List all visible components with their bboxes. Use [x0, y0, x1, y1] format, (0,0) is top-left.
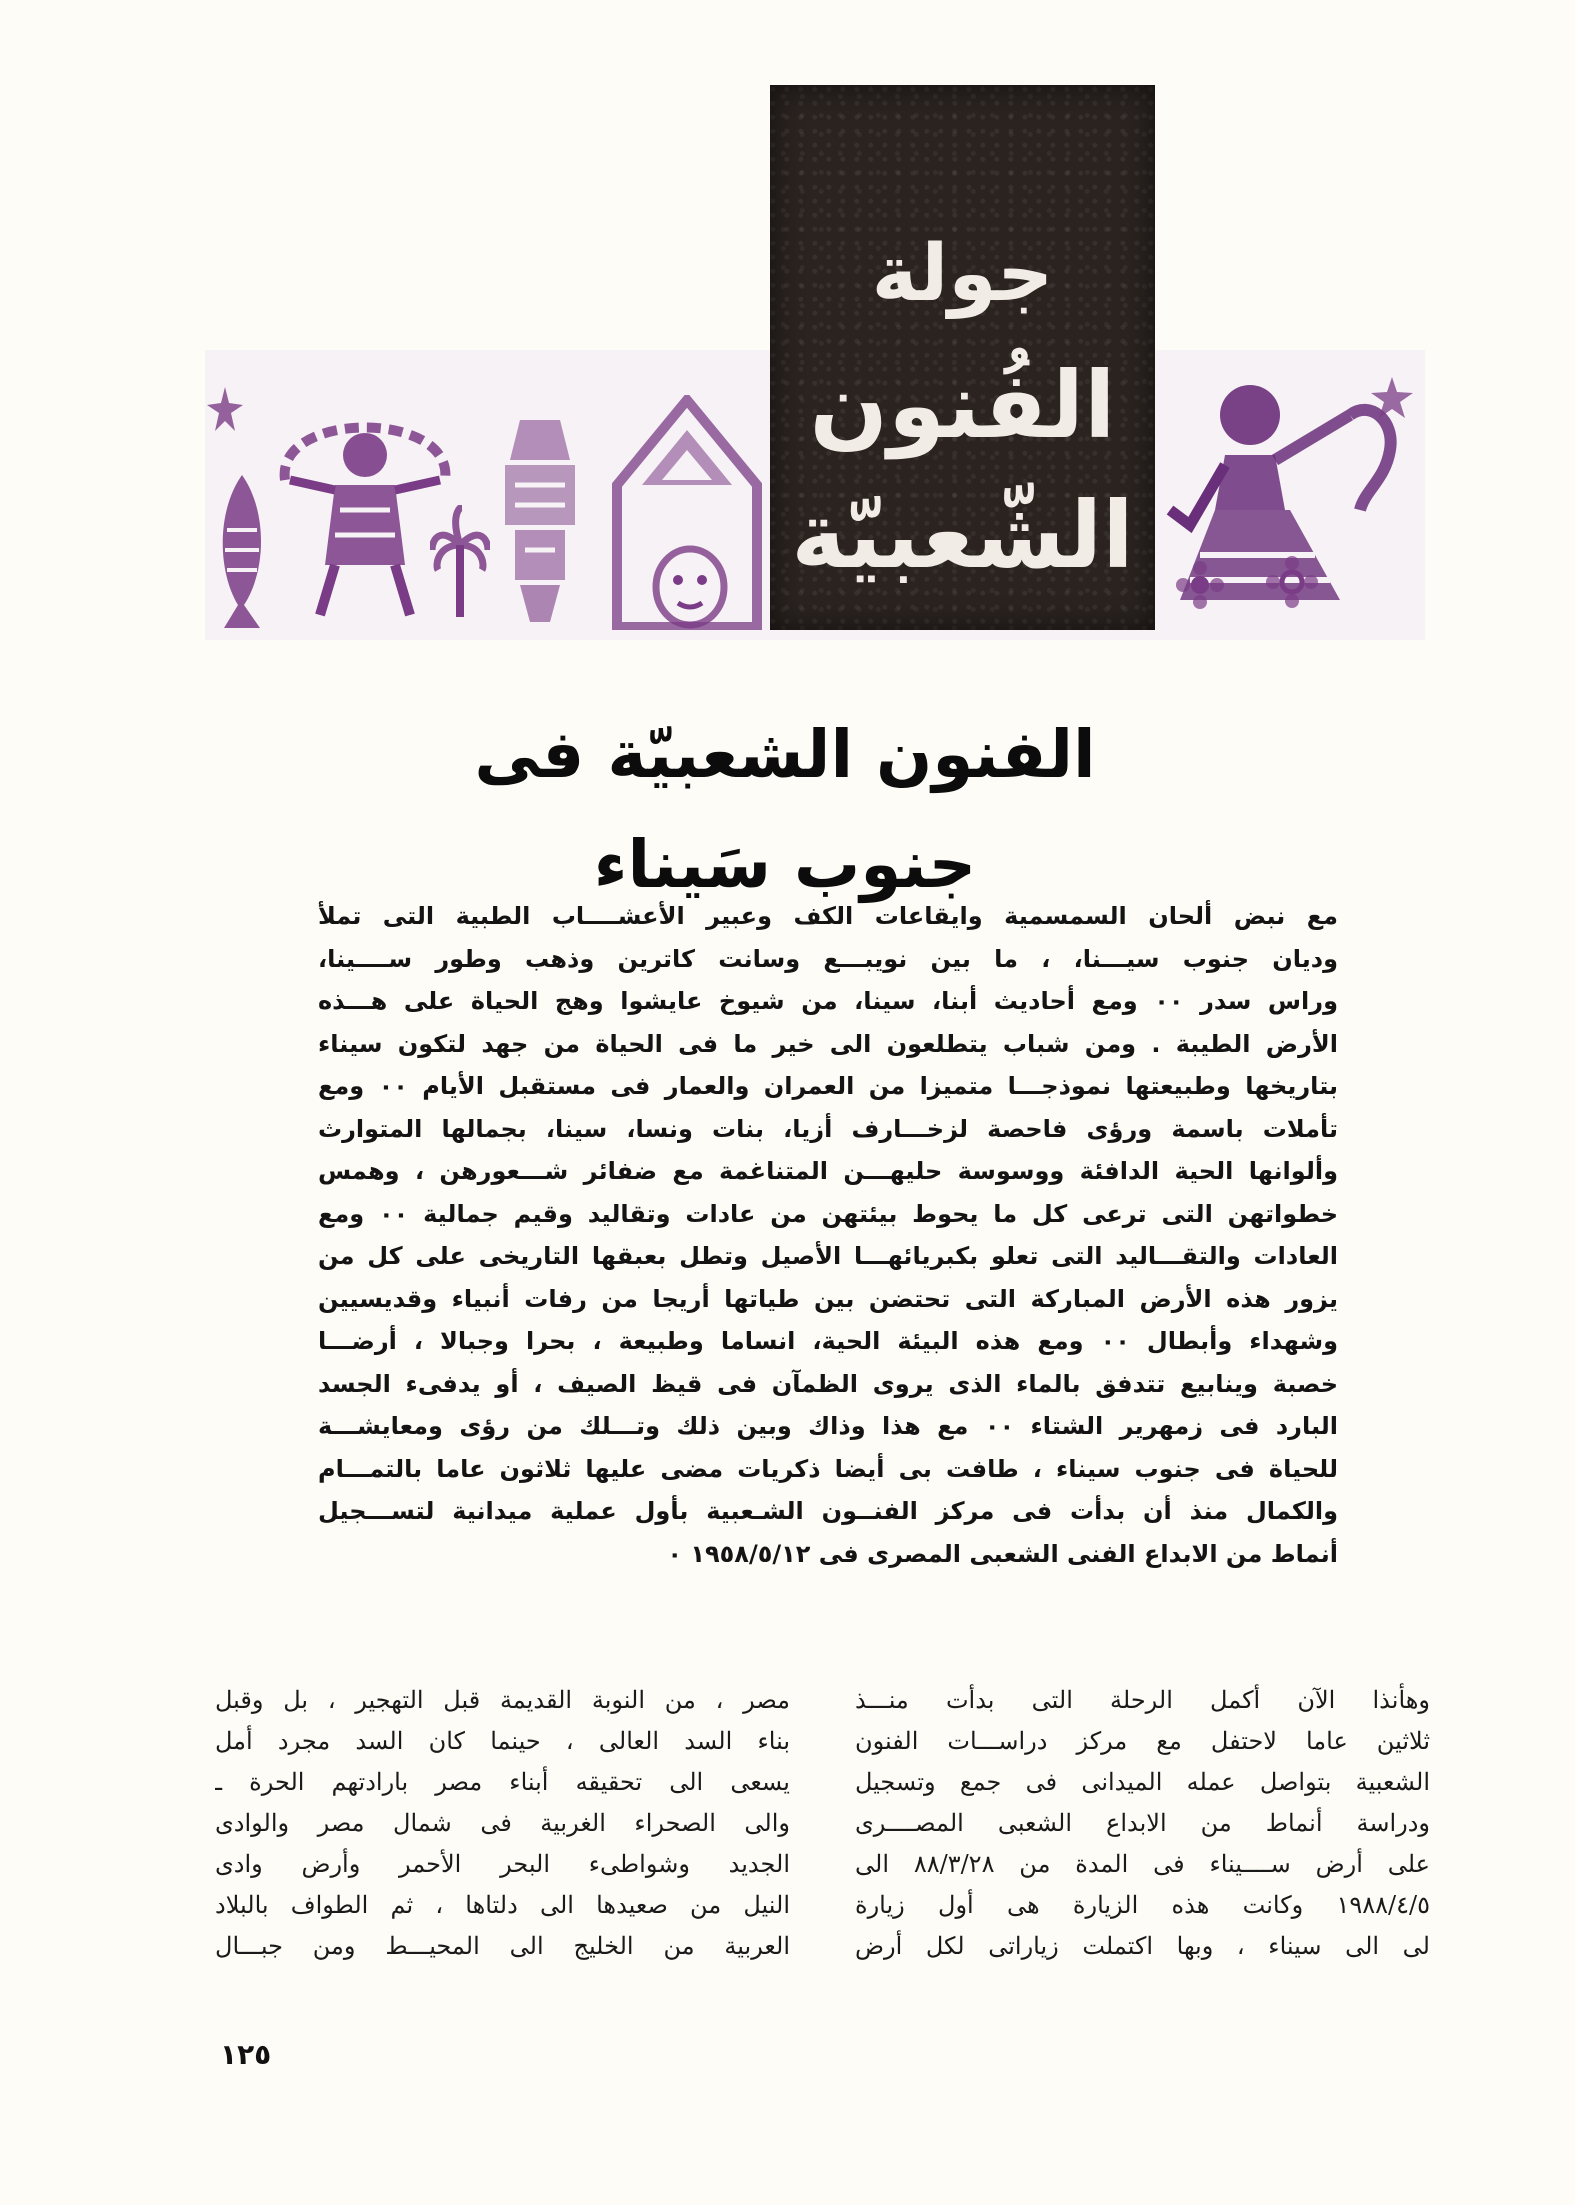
column-line: ١٩٨٨/٤/٥ وكانت هذه الزيارة هى أول زيارة [855, 1891, 1430, 1919]
intro-line: للحياة فى جنوب سيناء ، طافت بى أيضا ذكريات مضى عليها ثلاثون عاما بالتمـــام [318, 1454, 1338, 1483]
body-column-left [215, 1680, 790, 1967]
column-line: الجديد وشواطىء البحر الأحمر وأرض وادى [215, 1850, 790, 1878]
column-line: والى الصحراء الغربية فى شمال مصر والوادى [215, 1809, 790, 1837]
star-icon [205, 385, 245, 435]
intro-line: خصبة وينابيع تتدفق بالماء الذى يروى الظمآن فى قيظ الصيف ، أو يدفىء الجسد [318, 1369, 1338, 1398]
panel-title-line-3: الشّعبيّة [791, 482, 1134, 589]
column-line: مصر ، من النوبة القديمة قبل التهجير ، بل وقبل [215, 1686, 790, 1714]
panel-title-line-2: الفُنون [809, 352, 1116, 459]
intro-line: العادات والتقـــاليد التى تعلو بكبريائهـــا الأصيل وتطل بعبقها التاريخى على كل من [318, 1242, 1338, 1270]
column-line: لى الى سيناء ، وبها اكتملت زياراتى لكل أرض [855, 1932, 1430, 1960]
column-line: الشعبية بتواصل عمله الميدانى فى جمع وتسجيل [855, 1768, 1430, 1796]
intro-line: مع نبض ألحان السمسمية وايقاعات الكف وعبير الأعشــــاب الطبية التى تملأ [318, 902, 1338, 930]
column-line: العربية من الخليج الى المحيـــط ومن جبـــال [215, 1932, 790, 1960]
flower-icon [1175, 560, 1225, 610]
column-line: على أرض ســــيناء فى المدة من ٨٨/٣/٢٨ الى [855, 1850, 1430, 1878]
intro-line: يزور هذه الأرض المباركة التى تحتضن بين طياتها أريجا من رفات أنبياء وقديسيين [318, 1284, 1338, 1313]
intro-line: والكمال منذ أن بدأت فى مركز الفنــون الشـعبية بأول عملية ميدانية لتســـجيل [318, 1497, 1338, 1525]
intro-line: الأرض الطيبة . ومن شباب يتطلعون الى خير ما فى الحياة من جهد لتكون سيناء [318, 1029, 1338, 1058]
column-line: ثلاثين عاما لاحتفل مع مركز دراســـات الفنون [855, 1727, 1430, 1755]
intro-line: وراس سدر ٠٠ ومع أحاديث أبنا، سينا، من شيوخ عايشوا وهج الحياة على هـــذه [318, 987, 1338, 1015]
body-column-right [855, 1680, 1430, 1967]
column-line: بناء السد العالى ، حينما كان السد مجرد أمل [215, 1727, 790, 1755]
intro-line: تأملات باسمة ورؤى فاحصة لزخـــارف أزيا، بنات ونسا، سينا، بجمالها المتوارث [318, 1114, 1338, 1143]
column-line: وهأنذا الآن أكمل الرحلة التى بدأت منـــذ [855, 1686, 1430, 1714]
intro-line: خطواتهن التى ترعى كل ما يحوط بيئتهن من عادات وتقاليد وقيم جمالية ٠٠ ومع [318, 1199, 1338, 1228]
intro-line: أنماط من الابداع الفنى الشعبى المصرى فى ١٩٥٨/٥/١٢ ٠ [667, 1539, 1338, 1568]
intro-paragraph [318, 895, 1338, 1575]
intro-line: وديان جنوب سيـــنا، ، ما بين نويبـــع وسانت كاترين وذهب وطور ســــينا، [318, 944, 1338, 973]
flower-icon [1265, 555, 1320, 610]
star-icon [1370, 375, 1415, 420]
face-icon [650, 545, 730, 630]
article-title: الفنون الشعبيّة فى جنوب سَيناء [474, 716, 1096, 903]
column-line: النيل من صعيدها الى دلتاها ، ثم الطواف بالبلاد [215, 1891, 790, 1919]
section-title-panel [770, 85, 1155, 630]
column-line: يسعى الى تحقيقه أبناء مصر بارادتهم الحرة ـ [215, 1768, 790, 1796]
intro-line: وشهداء وأبطال ٠٠ ومع هذه البيئة الحية، انساما وطبيعة ، بحرا وجبالا ، أرضـــا [318, 1327, 1338, 1355]
intro-line: البارد فى زمهرير الشتاء ٠٠ مع هذا وذاك وبين ذلك وتـــلك من رؤى ومعايشـــة [318, 1412, 1338, 1440]
panel-title-line-1: جولة [871, 229, 1054, 319]
intro-line: بتاريخها وطبيعتها نموذجـــا متميزا من العمران والعمار فى مستقبل الأيام ٠٠ ومع [318, 1072, 1338, 1100]
fish-icon [212, 470, 272, 630]
page-number: ١٢٥ [220, 2038, 272, 2071]
column-line: ودراسة أنماط من الابداع الشعبى المصــــرى [855, 1809, 1430, 1837]
palm-tree-icon [430, 505, 490, 620]
lantern-icon [490, 410, 590, 625]
intro-line: وألوانها الحية الدافئة ووسوسة حليهـــن المتناغمة مع ضفائر شـــعورهن ، وهمس [318, 1157, 1338, 1185]
